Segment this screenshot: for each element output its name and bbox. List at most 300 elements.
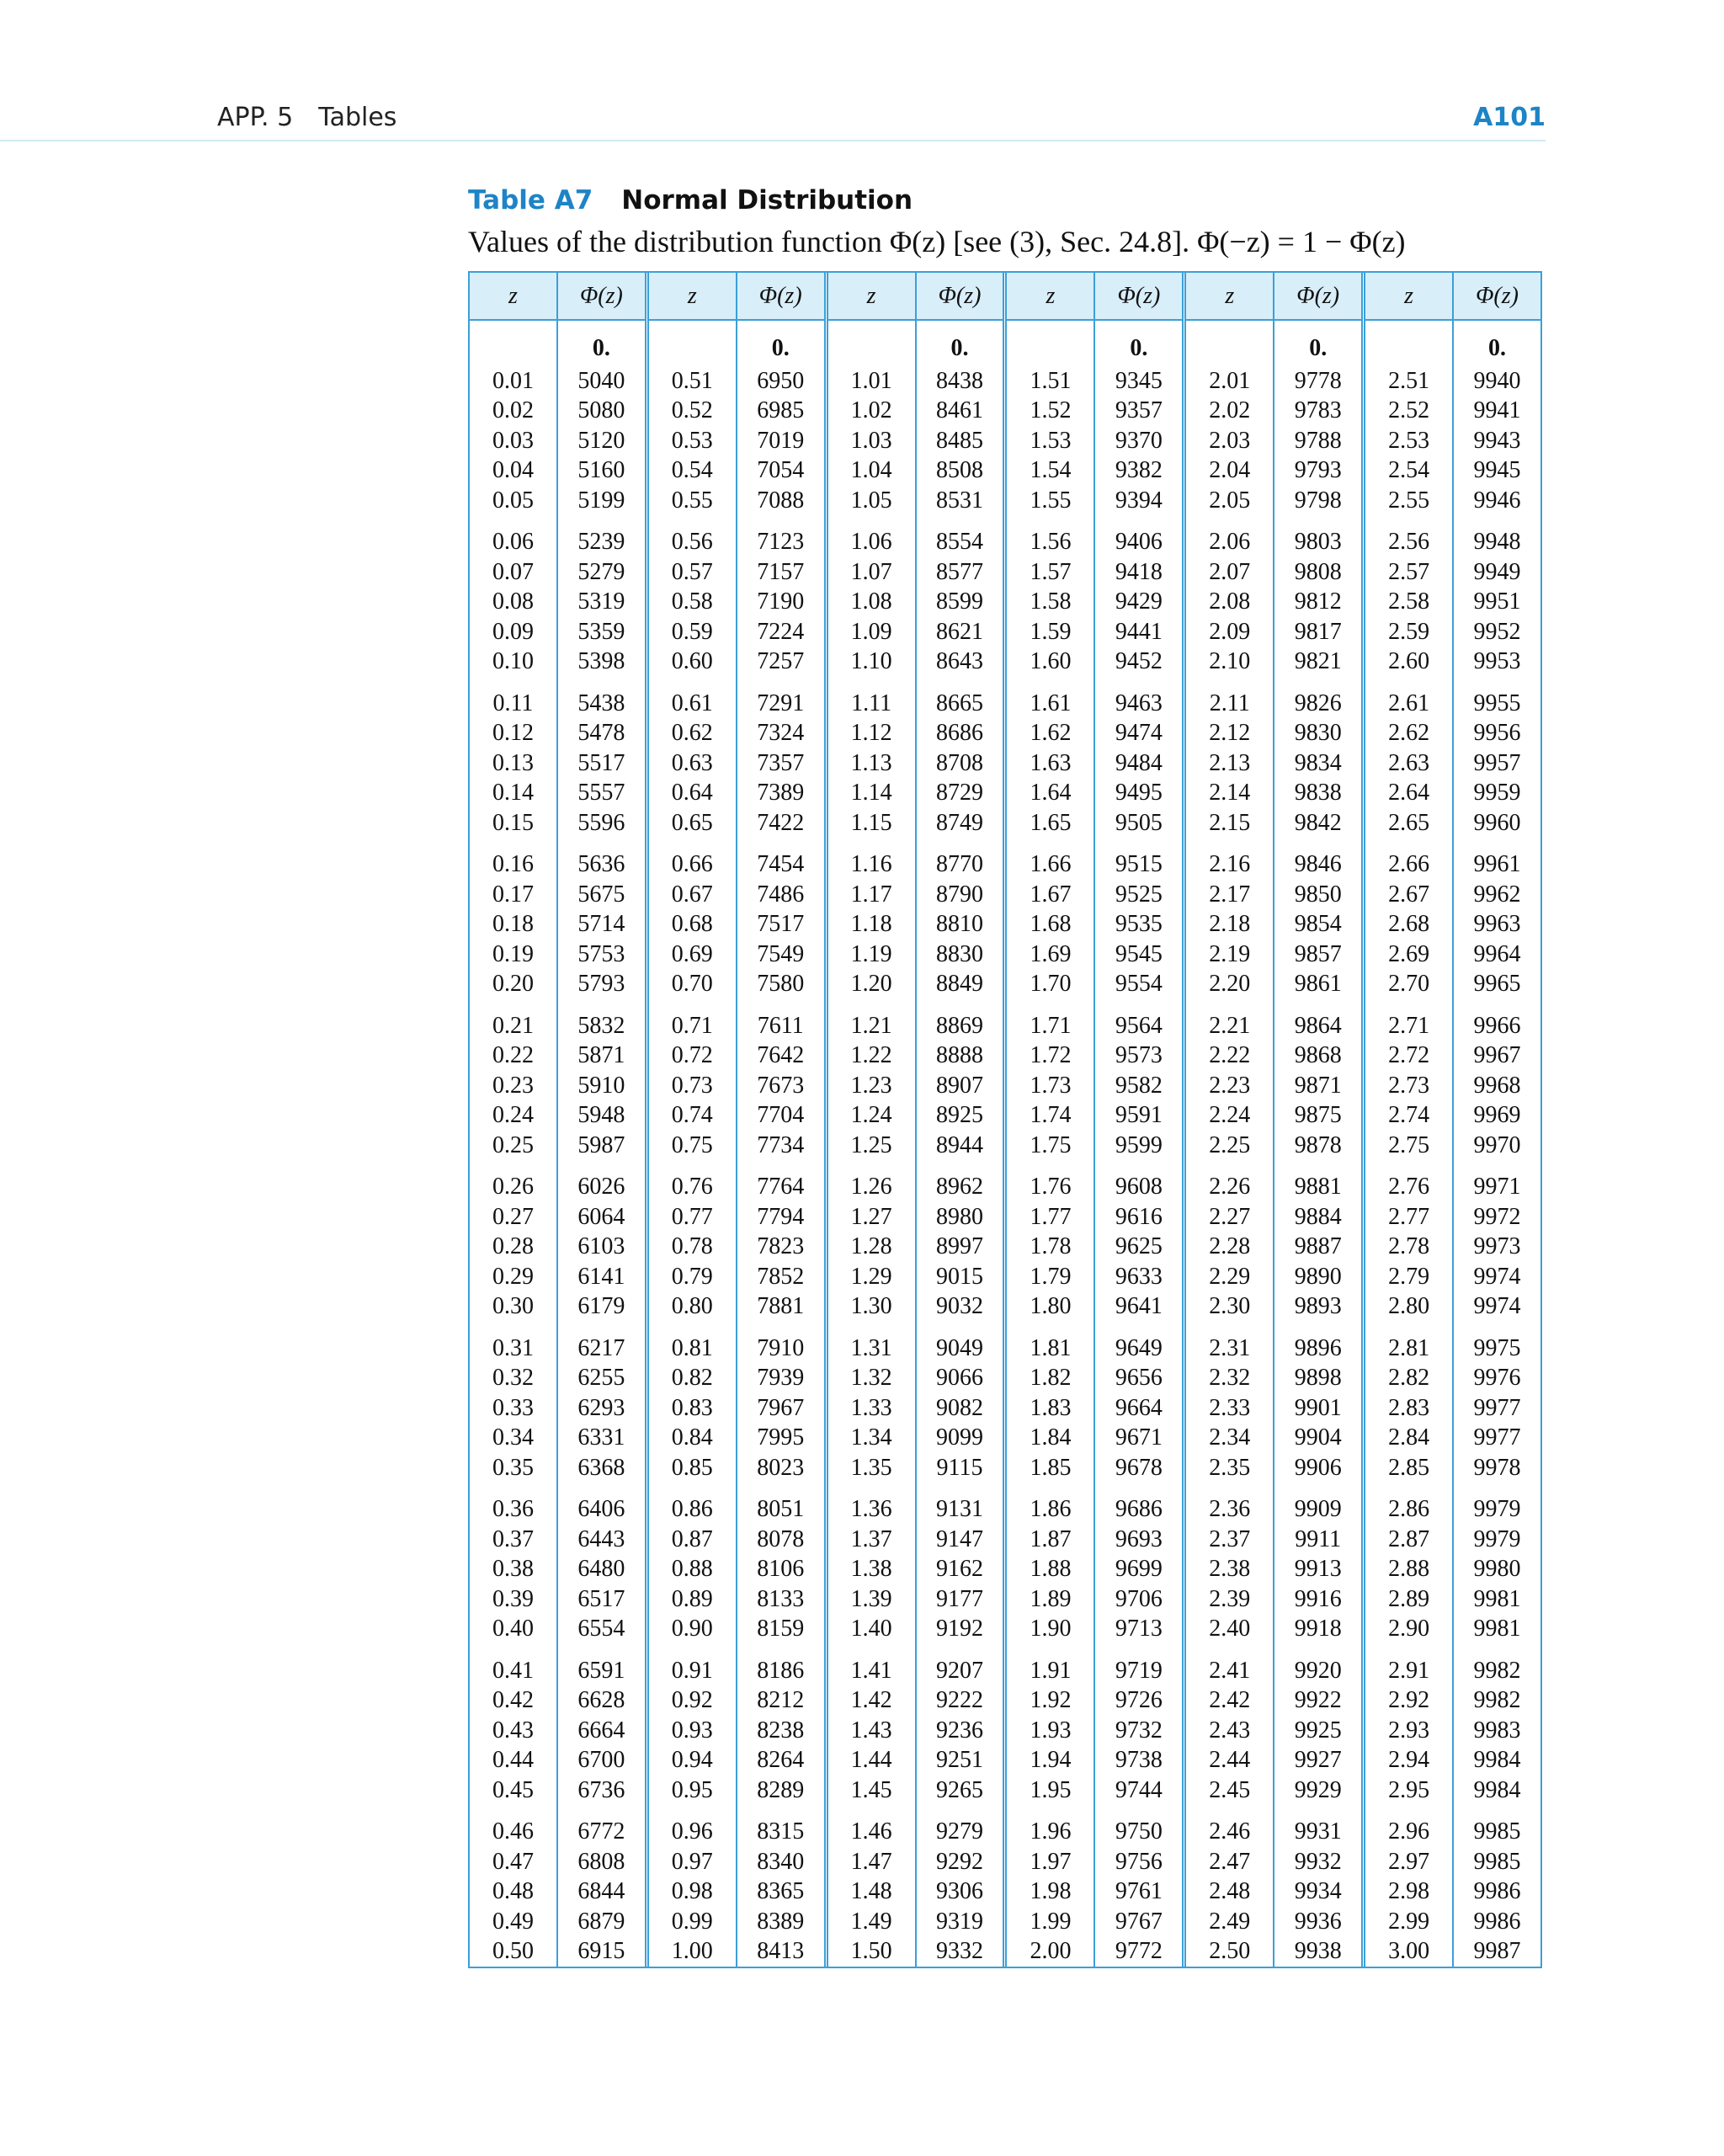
z-value: 2.50 (1209, 1938, 1251, 1965)
z-value: 1.73 (1030, 1072, 1072, 1099)
z-value: 1.01 (850, 367, 892, 394)
phi-value: 9984 (1473, 1747, 1521, 1774)
z-value: 0.81 (671, 1334, 713, 1361)
phi-value: 6985 (757, 397, 805, 424)
phi-value: 9901 (1294, 1394, 1342, 1421)
phi-value: 9979 (1473, 1525, 1521, 1552)
leading-digits: 0. (950, 335, 969, 362)
row-group (737, 1173, 824, 1323)
z-value: 2.89 (1388, 1585, 1430, 1612)
phi-value: 8133 (757, 1585, 805, 1612)
z-value: 0.08 (492, 588, 534, 615)
phi-value: 9251 (936, 1747, 984, 1774)
normal-distribution-table (468, 271, 1542, 1968)
z-value: 0.19 (492, 940, 534, 967)
phi-value: 8962 (936, 1174, 984, 1200)
row-group (828, 850, 915, 1000)
phi-value: 7734 (757, 1131, 805, 1158)
z-value: 1.61 (1030, 689, 1072, 716)
row-group (470, 689, 556, 838)
z-value: 1.39 (850, 1585, 892, 1612)
z-value: 1.36 (850, 1496, 892, 1523)
phi-value: 9099 (936, 1424, 984, 1451)
z-value: 2.33 (1209, 1394, 1251, 1421)
row-group (1095, 528, 1182, 678)
z-value: 0.98 (671, 1878, 713, 1905)
row-group (828, 1818, 915, 1967)
z-value: 1.48 (850, 1878, 892, 1905)
z-value: 2.07 (1209, 558, 1251, 585)
phi-value: 9808 (1294, 558, 1342, 585)
phi-value: 9961 (1473, 851, 1521, 878)
phi-value: 9846 (1294, 851, 1342, 878)
row-group (1274, 1818, 1361, 1967)
z-value: 1.81 (1030, 1334, 1072, 1361)
phi-column (1093, 273, 1182, 1967)
phi-value: 9962 (1473, 881, 1521, 908)
z-value: 0.73 (671, 1072, 713, 1099)
phi-value: 9896 (1294, 1334, 1342, 1361)
phi-value: 5987 (577, 1131, 625, 1158)
row-group (558, 1818, 645, 1967)
z-value: 2.83 (1388, 1394, 1430, 1421)
phi-value: 8643 (936, 648, 984, 675)
z-value: 1.65 (1030, 809, 1072, 836)
phi-value: 8264 (757, 1747, 805, 1774)
phi-value: 6628 (577, 1687, 625, 1714)
z-value: 1.90 (1030, 1616, 1072, 1642)
z-value: 2.15 (1209, 809, 1251, 836)
z-value: 0.57 (671, 558, 713, 585)
phi-value: 9976 (1473, 1365, 1521, 1392)
z-value: 1.17 (850, 881, 892, 908)
phi-value: 9066 (936, 1365, 984, 1392)
row-group (558, 1495, 645, 1645)
row-group (470, 1011, 556, 1161)
phi-value: 9788 (1294, 427, 1342, 454)
z-value: 2.21 (1209, 1012, 1251, 1039)
z-value: 0.13 (492, 749, 534, 776)
row-group (737, 1011, 824, 1161)
z-value: 2.96 (1388, 1818, 1430, 1845)
z-value: 1.86 (1030, 1496, 1072, 1523)
phi-value: 9699 (1115, 1556, 1163, 1583)
z-value: 1.93 (1030, 1717, 1072, 1743)
phi-value: 5239 (577, 529, 625, 556)
z-column (1186, 273, 1273, 1967)
z-value: 1.55 (1030, 487, 1072, 514)
z-value: 0.79 (671, 1263, 713, 1290)
phi-value: 9974 (1473, 1293, 1521, 1320)
phi-value: 6700 (577, 1747, 625, 1774)
z-value: 0.97 (671, 1848, 713, 1875)
phi-value: 9452 (1115, 648, 1163, 675)
z-value: 2.30 (1209, 1293, 1251, 1320)
phi-value: 8665 (936, 689, 984, 716)
phi-value: 6406 (577, 1496, 625, 1523)
z-value: 0.72 (671, 1042, 713, 1069)
phi-value: 5557 (577, 780, 625, 807)
phi-value: 9582 (1115, 1072, 1163, 1099)
phi-value: 9515 (1115, 851, 1163, 878)
row-group (1095, 1011, 1182, 1161)
phi-value: 5478 (577, 720, 625, 747)
phi-value: 9986 (1473, 1908, 1521, 1935)
z-value: 2.58 (1388, 588, 1430, 615)
row-group (470, 1495, 556, 1645)
phi-value: 9984 (1473, 1776, 1521, 1803)
row-group (1007, 528, 1093, 678)
z-value: 2.69 (1388, 940, 1430, 967)
phi-value: 9686 (1115, 1496, 1163, 1523)
phi-value: 6517 (577, 1585, 625, 1612)
row-group (558, 366, 645, 516)
row-group (649, 1173, 736, 1323)
phi-value: 9545 (1115, 940, 1163, 967)
z-value: 1.49 (850, 1908, 892, 1935)
z-value: 2.63 (1388, 749, 1430, 776)
phi-value: 9625 (1115, 1233, 1163, 1260)
z-value: 2.01 (1209, 367, 1251, 394)
phi-value: 5319 (577, 588, 625, 615)
phi-value: 9115 (936, 1454, 983, 1481)
z-value: 0.31 (492, 1334, 534, 1361)
phi-value: 9834 (1294, 749, 1342, 776)
phi-value: 7549 (757, 940, 805, 967)
row-group (1007, 1818, 1093, 1967)
z-value: 2.18 (1209, 911, 1251, 938)
row-group (1186, 689, 1273, 838)
phi-value: 6255 (577, 1365, 625, 1392)
phi-value: 7190 (757, 588, 805, 615)
row-group (828, 1011, 915, 1161)
z-value: 2.12 (1209, 720, 1251, 747)
phi-value: 8888 (936, 1042, 984, 1069)
row-group (1007, 689, 1093, 838)
phi-value: 9913 (1294, 1556, 1342, 1583)
phi-value: 7910 (757, 1334, 805, 1361)
z-value: 2.40 (1209, 1616, 1251, 1642)
z-value: 2.94 (1388, 1747, 1430, 1774)
phi-value: 6808 (577, 1848, 625, 1875)
row-group (1454, 1011, 1540, 1161)
phi-value: 9864 (1294, 1012, 1342, 1039)
row-group (649, 1818, 736, 1967)
z-value: 0.12 (492, 720, 534, 747)
z-value: 1.12 (850, 720, 892, 747)
header-rule (0, 140, 1546, 141)
phi-value: 7389 (757, 780, 805, 807)
z-value: 0.76 (671, 1174, 713, 1200)
phi-value: 8980 (936, 1203, 984, 1230)
z-value: 1.42 (850, 1687, 892, 1714)
z-value: 2.98 (1388, 1878, 1430, 1905)
row-group (1274, 1656, 1361, 1806)
phi-value: 9162 (936, 1556, 984, 1583)
phi-column-header: Φ(z) (558, 273, 645, 321)
z-value: 2.90 (1388, 1616, 1430, 1642)
z-value: 0.70 (671, 971, 713, 998)
phi-value: 9890 (1294, 1263, 1342, 1290)
phi-value: 9968 (1473, 1072, 1521, 1099)
row-group (917, 528, 1003, 678)
z-value: 2.09 (1209, 618, 1251, 645)
row-group (1186, 1334, 1273, 1483)
phi-value: 7794 (757, 1203, 805, 1230)
z-value: 2.23 (1209, 1072, 1251, 1099)
phi-value: 9920 (1294, 1657, 1342, 1684)
row-group (917, 1656, 1003, 1806)
phi-value: 9969 (1473, 1102, 1521, 1129)
phi-value: 8389 (757, 1908, 805, 1935)
row-group (558, 1334, 645, 1483)
z-value: 2.13 (1209, 749, 1251, 776)
section-label: Tables (318, 103, 397, 132)
phi-value: 9985 (1473, 1818, 1521, 1845)
phi-column (1452, 273, 1540, 1967)
z-value: 1.04 (850, 457, 892, 484)
z-value: 0.05 (492, 487, 534, 514)
phi-value: 9793 (1294, 457, 1342, 484)
phi-value: 7357 (757, 749, 805, 776)
z-value: 1.44 (850, 1747, 892, 1774)
z-value: 1.98 (1030, 1878, 1072, 1905)
row-group (649, 689, 736, 838)
phi-value: 7580 (757, 971, 805, 998)
phi-value: 6217 (577, 1334, 625, 1361)
row-group (828, 366, 915, 516)
phi-value: 9948 (1473, 529, 1521, 556)
z-value: 0.46 (492, 1818, 534, 1845)
phi-value: 9706 (1115, 1585, 1163, 1612)
z-value: 0.38 (492, 1556, 534, 1583)
phi-value: 7995 (757, 1424, 805, 1451)
z-value: 2.08 (1209, 588, 1251, 615)
z-value: 0.33 (492, 1394, 534, 1421)
phi-value: 9082 (936, 1394, 984, 1421)
row-group (1274, 850, 1361, 1000)
z-value: 0.74 (671, 1102, 713, 1129)
z-value: 2.72 (1388, 1042, 1430, 1069)
row-group (558, 1011, 645, 1161)
phi-value: 9671 (1115, 1424, 1163, 1451)
phi-value: 8770 (936, 851, 984, 878)
phi-value: 7257 (757, 648, 805, 675)
row-group (470, 1818, 556, 1967)
z-value: 0.25 (492, 1131, 534, 1158)
phi-value: 7054 (757, 457, 805, 484)
row-group (558, 1173, 645, 1323)
z-value: 1.29 (850, 1263, 892, 1290)
z-value: 0.22 (492, 1042, 534, 1069)
z-value: 1.92 (1030, 1687, 1072, 1714)
z-value: 0.54 (671, 457, 713, 484)
row-group (828, 1334, 915, 1483)
phi-value: 8078 (757, 1525, 805, 1552)
phi-column (915, 273, 1003, 1967)
phi-value: 9936 (1294, 1908, 1342, 1935)
phi-value: 9967 (1473, 1042, 1521, 1069)
z-value: 0.01 (492, 367, 534, 394)
z-value: 1.94 (1030, 1747, 1072, 1774)
z-value: 1.28 (850, 1233, 892, 1260)
row-group (737, 689, 824, 838)
z-value: 0.42 (492, 1687, 534, 1714)
phi-value: 9871 (1294, 1072, 1342, 1099)
z-column (1007, 273, 1093, 1967)
z-value: 0.92 (671, 1687, 713, 1714)
phi-value: 8554 (936, 529, 984, 556)
phi-value: 9756 (1115, 1848, 1163, 1875)
phi-value: 5040 (577, 367, 625, 394)
z-value: 1.74 (1030, 1102, 1072, 1129)
phi-value: 9943 (1473, 427, 1521, 454)
phi-value: 8621 (936, 618, 984, 645)
z-column-header: z (1365, 273, 1452, 321)
z-value: 0.47 (492, 1848, 534, 1875)
phi-value: 5871 (577, 1042, 625, 1069)
phi-value: 9656 (1115, 1365, 1163, 1392)
z-value: 1.87 (1030, 1525, 1072, 1552)
row-group (1095, 366, 1182, 516)
z-value: 1.57 (1030, 558, 1072, 585)
row-group (1186, 850, 1273, 1000)
z-value: 2.56 (1388, 529, 1430, 556)
row-group (1007, 1011, 1093, 1161)
z-value: 0.82 (671, 1365, 713, 1392)
row-group (1454, 1495, 1540, 1645)
z-value: 2.00 (1030, 1938, 1072, 1965)
row-group (917, 366, 1003, 516)
phi-value: 7324 (757, 720, 805, 747)
z-value: 0.03 (492, 427, 534, 454)
row-group (737, 1495, 824, 1645)
table-block (1361, 273, 1540, 1967)
phi-value: 9974 (1473, 1263, 1521, 1290)
z-value: 2.17 (1209, 881, 1251, 908)
row-group (1095, 1656, 1182, 1806)
phi-value: 9977 (1473, 1394, 1521, 1421)
phi-value: 8365 (757, 1878, 805, 1905)
row-group (1454, 1818, 1540, 1967)
z-value: 1.31 (850, 1334, 892, 1361)
z-value: 2.14 (1209, 780, 1251, 807)
row-group (917, 1173, 1003, 1323)
z-value: 2.46 (1209, 1818, 1251, 1845)
row-group (649, 528, 736, 678)
z-value: 1.62 (1030, 720, 1072, 747)
row-group (828, 1495, 915, 1645)
phi-value: 7673 (757, 1072, 805, 1099)
phi-value: 7088 (757, 487, 805, 514)
row-group (828, 528, 915, 678)
phi-value: 5675 (577, 881, 625, 908)
phi-value: 9941 (1473, 397, 1521, 424)
phi-value: 9875 (1294, 1102, 1342, 1129)
z-value: 1.85 (1030, 1454, 1072, 1481)
z-value: 0.50 (492, 1938, 534, 1965)
phi-value: 9953 (1473, 648, 1521, 675)
phi-value: 9345 (1115, 367, 1163, 394)
z-value: 1.24 (850, 1102, 892, 1129)
phi-value: 9932 (1294, 1848, 1342, 1875)
phi-value: 8686 (936, 720, 984, 747)
phi-value: 9973 (1473, 1233, 1521, 1260)
z-value: 0.44 (492, 1747, 534, 1774)
z-value: 1.58 (1030, 588, 1072, 615)
z-value: 1.25 (850, 1131, 892, 1158)
row-group (1186, 528, 1273, 678)
phi-value: 8106 (757, 1556, 805, 1583)
z-value: 0.85 (671, 1454, 713, 1481)
page-number: A101 (1473, 103, 1546, 132)
phi-value: 6950 (757, 367, 805, 394)
z-value: 2.65 (1388, 809, 1430, 836)
phi-value: 9977 (1473, 1424, 1521, 1451)
z-value: 1.22 (850, 1042, 892, 1069)
z-value: 0.51 (671, 367, 713, 394)
z-value: 2.77 (1388, 1203, 1430, 1230)
row-group (1365, 528, 1452, 678)
z-value: 2.82 (1388, 1365, 1430, 1392)
phi-value: 9821 (1294, 648, 1342, 675)
phi-value: 8944 (936, 1131, 984, 1158)
z-value: 2.03 (1209, 427, 1251, 454)
z-value: 0.71 (671, 1012, 713, 1039)
phi-value: 6443 (577, 1525, 625, 1552)
phi-value: 9505 (1115, 809, 1163, 836)
phi-value: 5596 (577, 809, 625, 836)
z-value: 1.68 (1030, 911, 1072, 938)
phi-value: 9535 (1115, 911, 1163, 938)
z-value: 2.45 (1209, 1776, 1251, 1803)
z-value: 1.77 (1030, 1203, 1072, 1230)
phi-value: 9265 (936, 1776, 984, 1803)
row-group (649, 1656, 736, 1806)
row-group (1365, 366, 1452, 516)
z-value: 2.36 (1209, 1496, 1251, 1523)
phi-value: 9192 (936, 1616, 984, 1642)
phi-value: 7704 (757, 1102, 805, 1129)
z-value: 0.20 (492, 971, 534, 998)
phi-value: 9983 (1473, 1717, 1521, 1743)
z-value: 1.14 (850, 780, 892, 807)
z-value: 0.94 (671, 1747, 713, 1774)
row-group (917, 1818, 1003, 1967)
phi-value: 7123 (757, 529, 805, 556)
phi-value: 9279 (936, 1818, 984, 1845)
row-group (1007, 1656, 1093, 1806)
z-value: 0.34 (492, 1424, 534, 1451)
z-value: 0.91 (671, 1657, 713, 1684)
phi-column (1273, 273, 1361, 1967)
phi-value: 7611 (757, 1012, 804, 1039)
z-value: 2.79 (1388, 1263, 1430, 1290)
z-value: 2.48 (1209, 1878, 1251, 1905)
row-group (1365, 689, 1452, 838)
row-group (1454, 1173, 1540, 1323)
phi-value: 5714 (577, 911, 625, 938)
phi-value: 7642 (757, 1042, 805, 1069)
phi-value: 9906 (1294, 1454, 1342, 1481)
z-value: 0.43 (492, 1717, 534, 1743)
phi-value: 9916 (1294, 1585, 1342, 1612)
table-block (824, 273, 1003, 1967)
phi-value: 9931 (1294, 1818, 1342, 1845)
row-group (917, 1011, 1003, 1161)
z-value: 0.93 (671, 1717, 713, 1743)
row-group (1274, 1011, 1361, 1161)
